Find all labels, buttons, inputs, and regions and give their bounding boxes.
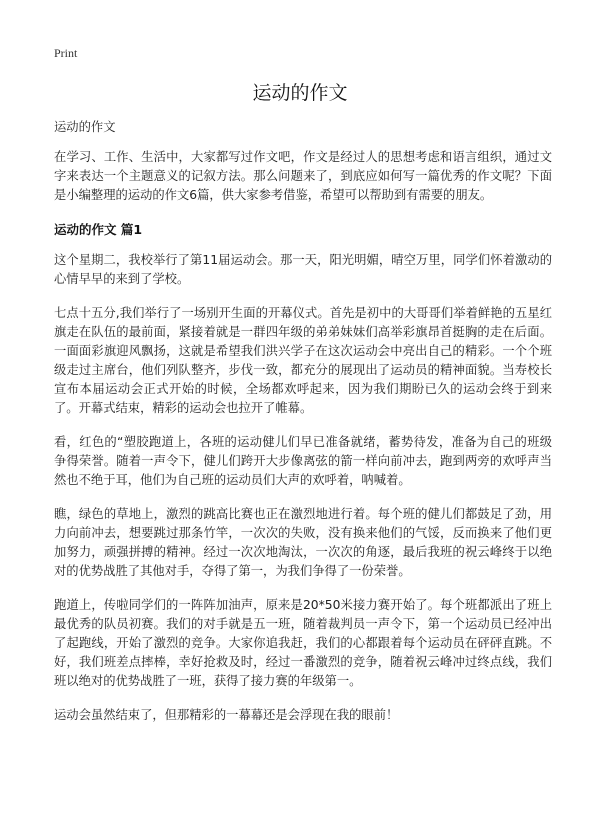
print-link[interactable]: Print bbox=[54, 46, 78, 60]
page-title: 运动的作文 bbox=[252, 82, 348, 104]
body-paragraph-4: 瞧，绿色的草地上，激烈的跳高比赛也正在激烈地进行着。每个班的健儿们都鼓足了劲，用力向前冲去，想要跳过那条竹竿，一次次的失败，没有换来他们的气馁，反而换来了他们更加努力，顽强拼搏的精神。经过一次次地淘汰，一次次的角逐，最后我班的祝云峰终于以绝对的优势战胜了其他对手，夺得了第一，为我们争得了一份荣誉。 bbox=[54, 507, 552, 578]
body-paragraph-5: 跑道上，传啦同学们的一阵阵加油声，原来是20*50米接力赛开始了。每个班都派出了班上最优秀的队员初赛。我们的对手就是五一班，随着裁判员一声令下，第一个运动员已经冲出了起跑线，开始了激烈的竞争。大家你追我赶，我们的心都跟着每个运动员在砰砰直跳。不好，我们班差点摔棒，幸好抢救及时，经过一番激烈的竞争，随着祝云峰冲过终点线，我们班以绝对的优势战胜了一班，获得了接力赛的年级第一。 bbox=[54, 598, 552, 688]
document-subtitle: 运动的作文 bbox=[54, 120, 116, 134]
section-heading: 运动的作文 篇1 bbox=[54, 222, 143, 237]
body-paragraph-3: 看，红色的“塑胶跑道上，各班的运动健儿们早已准备就绪，蓄势待发，准备为自己的班级争得荣誉。随着一声令下，健儿们跨开大步像离弦的箭一样向前冲去，跑到两旁的欢呼声当然也不绝于耳，他们为自己班的运动员们大声的欢呼着，呐喊着。 bbox=[54, 435, 552, 487]
document-body bbox=[54, 118, 552, 740]
body-paragraph-2: 七点十五分,我们举行了一场别开生面的开幕仪式。首先是初中的大哥哥们举着鲜艳的五星红旗走在队伍的最前面，紧接着就是一群四年级的弟弟妹妹们高举彩旗昂首挺胸的走在后面。一面面彩旗迎风飘扬，这就是希望我们洪兴学子在这次运动会中亮出自己的精彩。一个个班级走过主席台，他们列队整齐，步伐一致，都充分的展现出了运动员的精神面貌。当寿校长宣布本届运动会正式开始的时候，全场都欢呼起来，因为我们期盼已久的运动会终于到来了。开幕式结束，精彩的运动会也拉开了帷幕。 bbox=[54, 306, 552, 415]
body-paragraph-6: 运动会虽然结束了，但那精彩的一幕幕还是会浮现在我的眼前！ bbox=[54, 708, 399, 722]
body-paragraph-1: 这个星期二，我校举行了第11届运动会。那一天，阳光明媚，晴空万里，同学们怀着激动的心情早早的来到了学校。 bbox=[54, 253, 552, 286]
intro-paragraph: 在学习、工作、生活中，大家都写过作文吧，作文是经过人的思想考虑和语言组织，通过文字来表达一个主题意义的记叙方法。那么问题来了，到底应如何写一篇优秀的作文呢？下面是小编整理的运动的作文6篇，供大家参考借鉴，希望可以帮助到有需要的朋友。 bbox=[54, 150, 552, 202]
